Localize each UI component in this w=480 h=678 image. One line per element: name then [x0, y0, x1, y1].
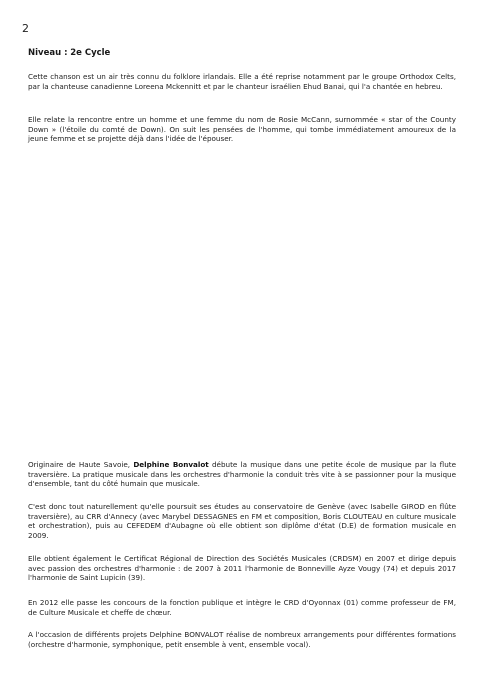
- bio-text-start: Originaire de Haute Savoie,: [28, 460, 134, 469]
- bio-paragraph-3: Elle obtient également le Certificat Régional de Direction des Sociétés Musicales (CRDSM) en 2007 et dirige depuis avec passion des orchestres d'harmonie : de 2007 à 2011 l'harmonie de Bonneville Ayze Vougy (74) et depuis 2017 l'harmonie de Saint Lupicin (39).: [28, 554, 456, 583]
- page-number: 2: [22, 22, 29, 35]
- level-label: Niveau :: [28, 48, 68, 58]
- level-value: 2e Cycle: [70, 48, 111, 58]
- artist-name: Delphine Bonvalot: [133, 460, 209, 469]
- level-line: [28, 48, 110, 58]
- bio-paragraph-5: A l'occasion de différents projets Delphine BONVALOT réalise de nombreux arrangements pour différentes formations (orchestre d'harmonie, symphonique, petit ensemble à vent, ensemble vocal).: [28, 630, 456, 649]
- bio-paragraph-2: C'est donc tout naturellement qu'elle poursuit ses études au conservatoire de Genève (avec Isabelle GIROD en flûte traversière), au CRR d'Annecy (avec Marybel DESSAGNES en FM et composition, Boris CLOUTEAU en culture musicale et orchestration), puis au CEFEDEM d'Aubagne où elle obtient son diplôme d'état (D.E) de formation musicale en 2009.: [28, 502, 456, 540]
- intro-paragraph-1: Cette chanson est un air très connu du folklore irlandais. Elle a été reprise notamment par le groupe Orthodox Celts, par la chanteuse canadienne Loreena Mckennitt et par le chanteur israélien Ehud Banai, qui l'a chantée en hebreu.: [28, 72, 456, 91]
- bio-text-end: débute la musique dans une petite école de musique par la flute traversière. La pratique musicale dans les orchestres d'harmonie la conduit très vite à se passionner pour la musique d'ensemble, tant du côté humain que musicale.: [28, 460, 456, 489]
- intro-paragraph-2: Elle relate la rencontre entre un homme et une femme du nom de Rosie McCann, surnommée « star of the County Down » (l'étoile du comté de Down). On suit les pensées de l'homme, qui tombe immédiatement amoureux de la jeune femme et se projette déjà dans l'idée de l'épouser.: [28, 115, 456, 144]
- bio-paragraph-1: [28, 460, 456, 489]
- bio-paragraph-4: En 2012 elle passe les concours de la fonction publique et intègre le CRD d'Oyonnax (01) comme professeur de FM, de Culture Musicale et cheffe de chœur.: [28, 598, 456, 617]
